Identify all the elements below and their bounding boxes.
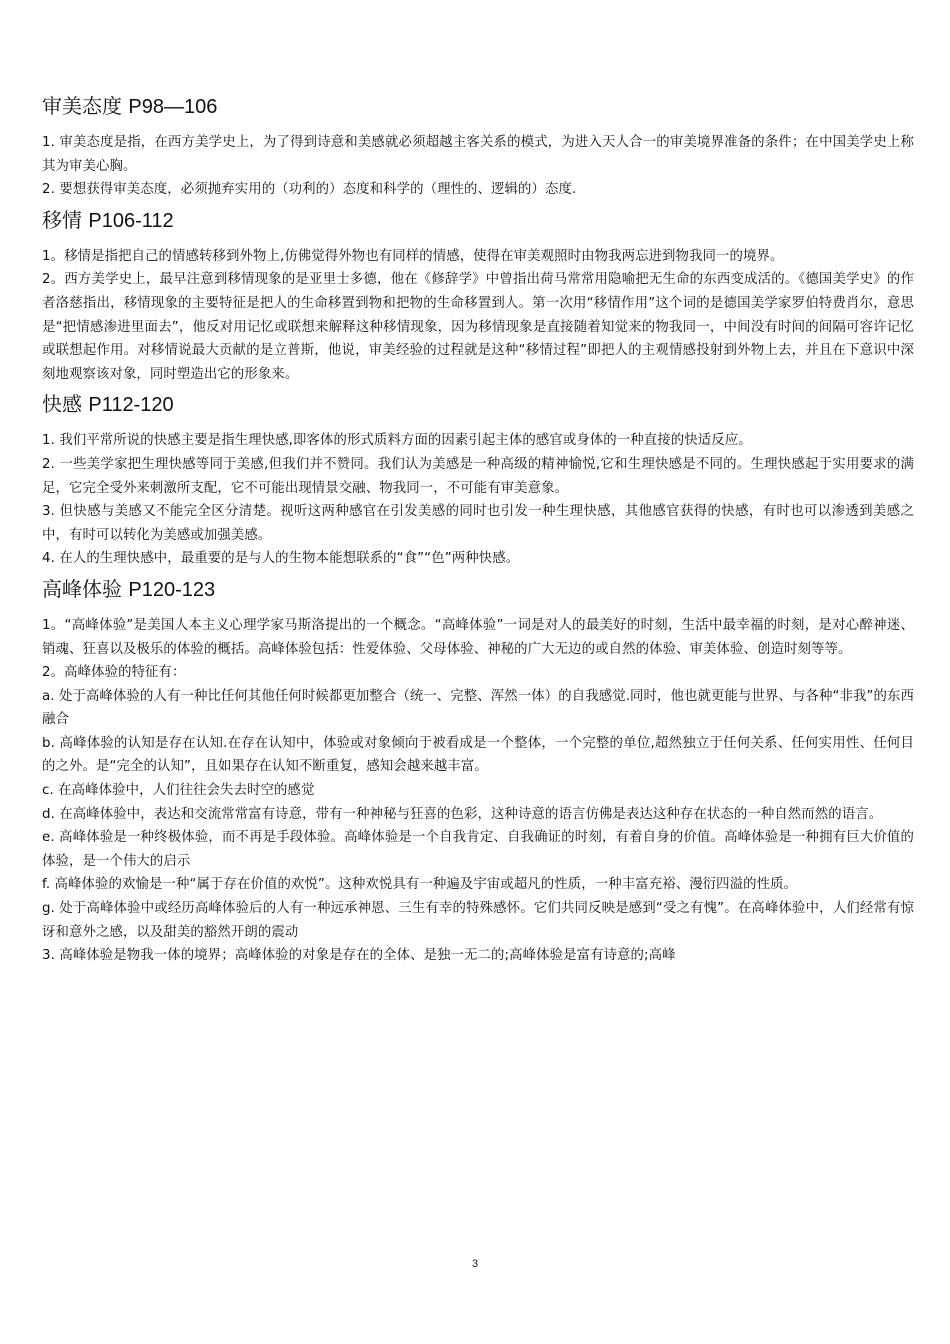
paragraph: c. 在高峰体验中，人们往往会失去时空的感觉: [42, 783, 315, 799]
heading-title: 高峰体验: [42, 576, 122, 601]
heading-pages: P112-120: [88, 394, 174, 417]
paragraph: 4. 在人的生理快感中，最重要的是与人的生物本能想联系的“食”“色”两种快感。: [42, 551, 520, 567]
paragraph: 3. 高峰体验是物我一体的境界；高峰体验的对象是存在的全体、是独一无二的;高峰体验是富有诗意的;高峰: [42, 948, 676, 964]
section-heading: [42, 390, 914, 419]
paragraph: a. 处于高峰体验的人有一种比任何其他任何时候都更加整合（统一、完整、浑然一体）的自我感觉.同时，他也就更能与世界、与各种“非我”的东西融合: [42, 688, 914, 728]
paragraph: e. 高峰体验是一种终极体验，而不再是手段体验。高峰体验是一个自我肯定、自我确证的时刻，有着自身的价值。高峰体验是一种拥有巨大价值的体验，是一个伟大的启示: [42, 830, 914, 869]
page-number: 3: [471, 1258, 479, 1270]
heading-title: 移情: [42, 207, 82, 232]
heading-pages: P106-112: [88, 209, 174, 232]
paragraph: g. 处于高峰体验中或经历高峰体验后的人有一种远承神恩、三生有幸的特殊感怀。它们共同反映是感到“受之有愧”。在高峰体验中，人们经常有惊讶和意外之感，以及甜美的豁然开朗的震动: [42, 901, 914, 940]
document-page: [42, 92, 914, 968]
paragraph: 2。高峰体验的特征有：: [42, 665, 186, 681]
section-heading: [42, 92, 914, 121]
paragraph: 1。移情是指把自己的情感转移到外物上,仿佛觉得外物也有同样的情感，使得在审美观照时由物我两忘进到物我同一的境界。: [42, 248, 784, 264]
paragraph: f. 高峰体验的欢愉是一种“属于存在价值的欢悦”。这种欢悦具有一种遍及宇宙或超凡的性质，一种丰富充裕、漫衍四溢的性质。: [42, 877, 798, 893]
paragraph: 1。“高峰体验”是美国人本主义心理学家马斯洛提出的一个概念。“高峰体验”一词是对人的最美好的时刻，生活中最幸福的时刻，是对心醉神迷、销魂、狂喜以及极乐的体验的概括。高峰体验包括：性爱体验、父母体验、神秘的广大无边的或自然的体验、审美体验、创造时刻等等。: [42, 617, 914, 657]
paragraph: 1. 审美态度是指，在西方美学史上，为了得到诗意和美感就必须超越主客关系的模式，为进入天人合一的审美境界准备的条件；在中国美学史上称其为审美心胸。: [42, 135, 914, 174]
heading-title: 审美态度: [42, 94, 122, 118]
heading-pages: P98—106: [128, 96, 218, 118]
paragraph: 3. 但快感与美感又不能完全区分清楚。视听这两种感官在引发美感的同时也引发一种生理快感，其他感官获得的快感，有时也可以渗透到美感之中，有时可以转化为美感或加强美感。: [42, 504, 914, 543]
paragraph: 2. 一些美学家把生理快感等同于美感,但我们并不赞同。我们认为美感是一种高级的精神愉悦,它和生理快感是不同的。生理快感起于实用要求的满足，它完全受外来刺激所支配，它不可能出现情景交融、物我同一，不可能有审美意象。: [42, 456, 914, 496]
paragraph: b. 高峰体验的认知是存在认知.在存在认知中，体验或对象倾向于被看成是一个整体，一个完整的单位,超然独立于任何关系、任何实用性、任何目的之外。是“完全的认知”，且如果存在认知不断重复，感知会越来越丰富。: [42, 735, 914, 775]
paragraph: 2. 要想获得审美态度，必须抛弃实用的（功利的）态度和科学的（理性的、逻辑的）态度.: [42, 182, 577, 198]
section-empathy: [42, 206, 914, 391]
paragraph: d. 在高峰体验中，表达和交流常常富有诗意，带有一种神秘与狂喜的色彩，这种诗意的语言仿佛是表达这种存在状态的一种自然而然的语言。: [42, 806, 883, 822]
paragraph: 2。西方美学史上，最早注意到移情现象的是亚里士多德，他在《修辞学》中曾指出荷马常常用隐喻把无生命的东西变成活的。《德国美学史》的作者洛慈指出，移情现象的主要特征是把人的生命移置到物和把物的生命移置到人。第一次用“移情作用”这个词的是德国美学家罗伯特费肖尔，意思是“把情感渗进里面去”，他反对用记忆或联想来解释这种移情现象，因为移情现象是直接随着知觉来的物我同一，中间没有时间的间隔可容许记忆或联想起作用。对移情说最大贡献的是立普斯，他说，审美经验的过程就是这种“移情过程”即把人的主观情感投射到外物上去，并且在下意识中深刻地观察该对象，同时塑造出它的形象来。: [42, 272, 914, 382]
section-heading: [42, 575, 914, 604]
section-aesthetic-attitude: [42, 92, 914, 206]
section-peak-experience: [42, 575, 914, 968]
section-heading: [42, 206, 914, 235]
paragraph: 1. 我们平常所说的快感主要是指生理快感,即客体的形式质料方面的因素引起主体的感官或身体的一种直接的快适反应。: [42, 433, 752, 449]
heading-pages: P120-123: [128, 578, 216, 601]
section-pleasure: [42, 390, 914, 575]
heading-title: 快感: [42, 392, 82, 417]
